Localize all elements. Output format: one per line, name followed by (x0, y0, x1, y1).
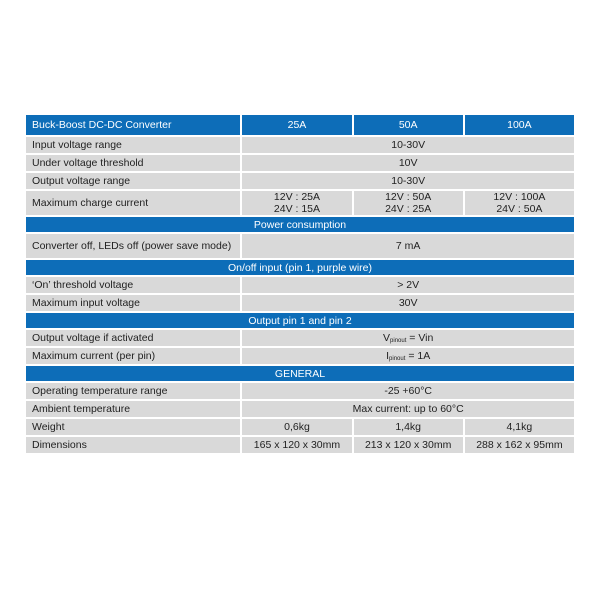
row-label: Converter off, LEDs off (power save mode) (26, 234, 240, 258)
row-value (242, 191, 351, 215)
table-row (26, 173, 574, 189)
value-subscript: pinout (390, 338, 407, 345)
table-row (26, 401, 574, 417)
section-title: Output pin 1 and pin 2 (26, 313, 574, 328)
spec-table (24, 113, 576, 455)
section-title: GENERAL (26, 366, 574, 381)
row-value: 10-30V (242, 173, 574, 189)
model-25a-header: 25A (242, 115, 351, 135)
value-line: 12V : 100A (493, 191, 546, 203)
table-row (26, 191, 574, 215)
table-row (26, 234, 574, 258)
row-value: 10V (242, 155, 574, 171)
row-label: Output voltage if activated (26, 330, 240, 346)
section-header-row (26, 366, 574, 381)
table-row (26, 137, 574, 153)
row-value: 213 x 120 x 30mm (354, 437, 463, 453)
section-header-row (26, 313, 574, 328)
row-label: Under voltage threshold (26, 155, 240, 171)
row-value (242, 330, 574, 346)
row-value (242, 348, 574, 364)
row-value: 4,1kg (465, 419, 574, 435)
value-subscript: pinout (389, 356, 406, 363)
value-symbol: I (386, 350, 390, 363)
table-header-row (26, 115, 574, 135)
row-label: Maximum current (per pin) (26, 348, 240, 364)
row-label: Ambient temperature (26, 401, 240, 417)
row-value: 0,6kg (242, 419, 351, 435)
value-symbol: V (383, 332, 391, 345)
row-label: ‘On’ threshold voltage (26, 277, 240, 293)
section-header-row (26, 260, 574, 275)
row-value: 288 x 162 x 95mm (465, 437, 574, 453)
row-value (354, 191, 463, 215)
table-row (26, 155, 574, 171)
table-row (26, 295, 574, 311)
row-label: Input voltage range (26, 137, 240, 153)
row-value: 7 mA (242, 234, 574, 258)
section-header-row (26, 217, 574, 232)
value-line: 24V : 50A (496, 203, 543, 216)
row-value: 10-30V (242, 137, 574, 153)
row-value (465, 191, 574, 215)
row-value: 165 x 120 x 30mm (242, 437, 351, 453)
table-row (26, 419, 574, 435)
row-label: Weight (26, 419, 240, 435)
table-title: Buck-Boost DC-DC Converter (26, 115, 240, 135)
row-label: Output voltage range (26, 173, 240, 189)
table-row (26, 330, 574, 346)
table-row (26, 348, 574, 364)
row-value: -25 +60°C (242, 383, 574, 399)
model-100a-header: 100A (465, 115, 574, 135)
value-line: 24V : 25A (385, 203, 432, 216)
value-line: 24V : 15A (273, 203, 321, 216)
row-label: Dimensions (26, 437, 240, 453)
row-value: > 2V (242, 277, 574, 293)
table-row (26, 437, 574, 453)
section-title: Power consumption (26, 217, 574, 232)
value-line: 12V : 25A (273, 191, 321, 203)
value-rest: = 1A (405, 350, 431, 363)
row-label: Maximum charge current (26, 191, 240, 215)
value-line: 12V : 50A (385, 191, 432, 203)
row-value: 1,4kg (354, 419, 463, 435)
table-row (26, 383, 574, 399)
row-value: 30V (242, 295, 574, 311)
row-label: Maximum input voltage (26, 295, 240, 311)
value-rest: = Vin (406, 332, 434, 345)
row-label: Operating temperature range (26, 383, 240, 399)
section-title: On/off input (pin 1, purple wire) (26, 260, 574, 275)
model-50a-header: 50A (354, 115, 463, 135)
row-value: Max current: up to 60°C (242, 401, 574, 417)
table-row (26, 277, 574, 293)
